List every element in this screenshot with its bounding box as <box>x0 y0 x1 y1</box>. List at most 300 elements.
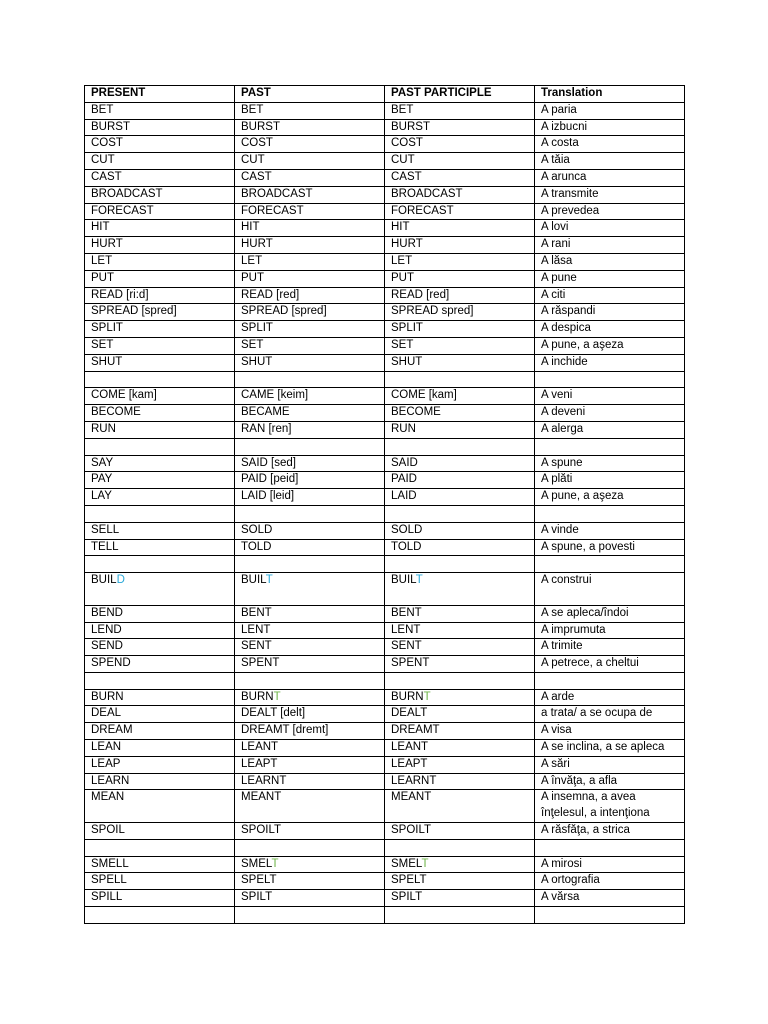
cell-past <box>235 505 385 522</box>
cell-present <box>85 169 235 186</box>
cell-past <box>235 706 385 723</box>
cell-translation <box>535 220 685 237</box>
cell-text: CAST <box>241 170 272 183</box>
table-row <box>85 472 685 489</box>
cell-past-participle <box>385 354 535 371</box>
cell-present <box>85 890 235 907</box>
cell-translation <box>535 136 685 153</box>
cell-text: BUIL <box>391 574 416 587</box>
cell-translation <box>535 371 685 388</box>
cell-text: SPENT <box>241 657 280 670</box>
cell-text: A citi <box>541 288 566 301</box>
cell-present <box>85 706 235 723</box>
cell-translation <box>535 455 685 472</box>
cell-text: A pune, a aşeza <box>541 338 624 351</box>
cell-past-participle <box>385 237 535 254</box>
cell-text: CAME [keim] <box>241 389 309 402</box>
cell-past-participle <box>385 672 535 689</box>
cell-text: DREAMT [dremt] <box>241 724 329 737</box>
cell-text: RUN <box>391 422 416 435</box>
cell-text: A construi <box>541 574 592 587</box>
cell-text: SPELT <box>241 874 277 887</box>
cell-past-participle <box>385 321 535 338</box>
cell-translation <box>535 773 685 790</box>
cell-text: A paria <box>541 103 577 116</box>
cell-past-participle <box>385 287 535 304</box>
cell-text: RUN <box>91 422 116 435</box>
cell-present <box>85 472 235 489</box>
cell-translation <box>535 556 685 573</box>
cell-text: SPREAD spred] <box>391 305 474 318</box>
cell-text: BURST <box>391 120 430 133</box>
cell-text: LAID [leid] <box>241 490 295 503</box>
cell-text: FORECAST <box>91 204 154 217</box>
cell-translation <box>535 706 685 723</box>
highlighted-suffix: T <box>271 857 279 870</box>
cell-text: COST <box>391 137 423 150</box>
cell-text: BROADCAST <box>391 187 463 200</box>
cell-present <box>85 421 235 438</box>
cell-past <box>235 823 385 840</box>
cell-present <box>85 337 235 354</box>
table-row <box>85 102 685 119</box>
cell-past <box>235 136 385 153</box>
cell-text: A transmite <box>541 187 599 200</box>
irregular-verbs-table <box>84 85 685 924</box>
cell-present <box>85 203 235 220</box>
cell-translation <box>535 890 685 907</box>
cell-text: DEALT <box>391 707 428 720</box>
cell-text: A deveni <box>541 406 586 419</box>
cell-present <box>85 287 235 304</box>
cell-text: CUT <box>391 154 415 167</box>
cell-past <box>235 639 385 656</box>
cell-present <box>85 605 235 622</box>
cell-text: A rani <box>541 238 571 251</box>
cell-past-participle <box>385 270 535 287</box>
cell-past-participle <box>385 539 535 556</box>
cell-text: A veni <box>541 389 573 402</box>
cell-text: A spune <box>541 456 583 469</box>
table-row <box>85 639 685 656</box>
cell-text: A visa <box>541 724 572 737</box>
cell-past <box>235 856 385 873</box>
cell-text: LEAP <box>91 757 121 770</box>
cell-text: BECOME <box>91 406 141 419</box>
cell-text: SOLD <box>241 523 273 536</box>
cell-past <box>235 573 385 606</box>
cell-past <box>235 153 385 170</box>
cell-past <box>235 740 385 757</box>
cell-text: BURST <box>241 120 280 133</box>
table-row <box>85 656 685 673</box>
table-row <box>85 354 685 371</box>
cell-present <box>85 270 235 287</box>
cell-text: LAID <box>391 490 417 503</box>
table-row <box>85 773 685 790</box>
cell-text: BENT <box>391 606 422 619</box>
cell-text: PAID <box>391 473 417 486</box>
cell-past <box>235 656 385 673</box>
cell-past <box>235 556 385 573</box>
cell-text: BET <box>391 103 414 116</box>
table-row <box>85 489 685 506</box>
table-row <box>85 505 685 522</box>
table-row <box>85 556 685 573</box>
cell-text: BECOME <box>391 406 441 419</box>
table-row <box>85 119 685 136</box>
table-row <box>85 539 685 556</box>
table-row <box>85 672 685 689</box>
cell-text: SPREAD [spred] <box>241 305 327 318</box>
table-row <box>85 169 685 186</box>
header-past-participle: PAST PARTICIPLE <box>385 86 535 103</box>
cell-present <box>85 573 235 606</box>
cell-text: BURN <box>91 690 124 703</box>
cell-past-participle <box>385 907 535 924</box>
cell-present <box>85 304 235 321</box>
cell-text: BURN <box>391 690 424 703</box>
cell-past-participle <box>385 455 535 472</box>
cell-past-participle <box>385 472 535 489</box>
cell-text: MEANT <box>391 791 432 804</box>
cell-translation <box>535 438 685 455</box>
cell-text: SPREAD [spred] <box>91 305 177 318</box>
cell-past-participle <box>385 573 535 606</box>
cell-translation <box>535 505 685 522</box>
cell-past-participle <box>385 873 535 890</box>
cell-text: SHUT <box>391 355 423 368</box>
cell-text: SAID <box>391 456 418 469</box>
table-row <box>85 237 685 254</box>
cell-text: MEAN <box>91 791 125 804</box>
cell-text: CUT <box>91 154 115 167</box>
cell-text: SPLIT <box>241 322 273 335</box>
cell-present <box>85 253 235 270</box>
cell-text: FORECAST <box>391 204 454 217</box>
cell-text: LENT <box>391 623 421 636</box>
cell-translation <box>535 823 685 840</box>
cell-text: BET <box>91 103 114 116</box>
cell-present <box>85 907 235 924</box>
cell-present <box>85 856 235 873</box>
cell-past-participle <box>385 438 535 455</box>
cell-text: SAY <box>91 456 114 469</box>
cell-text: BEND <box>91 606 123 619</box>
cell-translation <box>535 186 685 203</box>
cell-present <box>85 639 235 656</box>
cell-present <box>85 740 235 757</box>
table-row <box>85 856 685 873</box>
cell-text: BECAME <box>241 406 290 419</box>
cell-text: A răsfăţa, a strica <box>541 824 630 837</box>
cell-text: A izbucni <box>541 120 588 133</box>
table-row <box>85 823 685 840</box>
cell-text: A plăti <box>541 473 573 486</box>
cell-text: LENT <box>241 623 271 636</box>
cell-text: LEAN <box>91 741 122 754</box>
cell-text: CUT <box>241 154 265 167</box>
cell-text: PUT <box>241 271 264 284</box>
cell-text: SPOILT <box>391 824 432 837</box>
cell-past-participle <box>385 622 535 639</box>
cell-translation <box>535 472 685 489</box>
cell-text: COST <box>241 137 273 150</box>
cell-text: SHUT <box>91 355 123 368</box>
cell-translation <box>535 573 685 606</box>
cell-past <box>235 455 385 472</box>
table-row <box>85 136 685 153</box>
table-row <box>85 622 685 639</box>
cell-text: A ortografia <box>541 874 600 887</box>
cell-text: SPELL <box>91 874 127 887</box>
table-body <box>85 86 685 924</box>
cell-translation <box>535 270 685 287</box>
cell-past <box>235 337 385 354</box>
table-row <box>85 203 685 220</box>
table-row <box>85 405 685 422</box>
cell-present <box>85 823 235 840</box>
cell-text: TELL <box>91 540 119 553</box>
table-row <box>85 438 685 455</box>
cell-past <box>235 304 385 321</box>
cell-text: A alerga <box>541 422 584 435</box>
cell-translation <box>535 639 685 656</box>
cell-text: A prevedea <box>541 204 600 217</box>
cell-text: LEARNT <box>391 774 437 787</box>
cell-text: DEALT [delt] <box>241 707 306 720</box>
cell-text: FORECAST <box>241 204 304 217</box>
cell-text: A mirosi <box>541 857 582 870</box>
cell-translation <box>535 237 685 254</box>
highlighted-suffix: T <box>423 690 431 703</box>
cell-present <box>85 505 235 522</box>
cell-past <box>235 873 385 890</box>
cell-present <box>85 539 235 556</box>
cell-text: BUIL <box>91 574 117 587</box>
cell-text: A se apleca/îndoi <box>541 606 629 619</box>
cell-text: LEND <box>91 623 122 636</box>
cell-text: A sări <box>541 757 570 770</box>
cell-past-participle <box>385 337 535 354</box>
cell-translation <box>535 856 685 873</box>
cell-text: A pune, a aşeza <box>541 490 624 503</box>
highlighted-suffix: T <box>415 574 423 587</box>
cell-past <box>235 522 385 539</box>
table-row <box>85 388 685 405</box>
cell-translation <box>535 489 685 506</box>
table-row <box>85 740 685 757</box>
cell-present <box>85 522 235 539</box>
cell-text: RAN [ren] <box>241 422 292 435</box>
table-row <box>85 907 685 924</box>
cell-text: SPOIL <box>91 824 125 837</box>
cell-past-participle <box>385 220 535 237</box>
cell-past <box>235 186 385 203</box>
cell-present <box>85 371 235 388</box>
cell-present <box>85 220 235 237</box>
cell-text: PUT <box>91 271 114 284</box>
cell-past <box>235 689 385 706</box>
cell-translation <box>535 337 685 354</box>
cell-past <box>235 169 385 186</box>
cell-past <box>235 119 385 136</box>
cell-text: COME [kam] <box>91 389 157 402</box>
cell-past <box>235 405 385 422</box>
cell-present <box>85 438 235 455</box>
cell-text: SMELL <box>91 857 129 870</box>
cell-translation <box>535 405 685 422</box>
cell-text: HURT <box>391 238 423 251</box>
cell-text: READ [ri:d] <box>91 288 149 301</box>
cell-text: A pune <box>541 271 577 284</box>
cell-text: LET <box>241 254 263 267</box>
cell-translation <box>535 169 685 186</box>
cell-text: LET <box>391 254 413 267</box>
cell-text: HURT <box>91 238 123 251</box>
cell-past <box>235 354 385 371</box>
cell-text: A spune, a povesti <box>541 540 635 553</box>
cell-translation <box>535 622 685 639</box>
cell-text: READ [red] <box>241 288 300 301</box>
cell-text: CAST <box>391 170 422 183</box>
cell-present <box>85 388 235 405</box>
cell-past-participle <box>385 839 535 856</box>
cell-text: SENT <box>391 640 422 653</box>
cell-past <box>235 237 385 254</box>
cell-present <box>85 756 235 773</box>
table-row <box>85 723 685 740</box>
cell-past-participle <box>385 102 535 119</box>
cell-text: A costa <box>541 137 579 150</box>
cell-text: A despica <box>541 322 591 335</box>
cell-text: SPEND <box>91 657 131 670</box>
cell-text: BET <box>241 103 264 116</box>
cell-text: BUIL <box>241 574 266 587</box>
cell-past-participle <box>385 756 535 773</box>
cell-translation <box>535 522 685 539</box>
cell-past <box>235 890 385 907</box>
table-row <box>85 706 685 723</box>
cell-past-participle <box>385 169 535 186</box>
cell-text: LEAPT <box>241 757 278 770</box>
table-row <box>85 790 685 823</box>
cell-text: A arunca <box>541 170 587 183</box>
cell-translation <box>535 304 685 321</box>
cell-present <box>85 790 235 823</box>
cell-text: PUT <box>391 271 414 284</box>
cell-text: TOLD <box>391 540 422 553</box>
cell-past-participle <box>385 489 535 506</box>
cell-past <box>235 790 385 823</box>
cell-text: READ [red] <box>391 288 450 301</box>
cell-past <box>235 203 385 220</box>
table-row <box>85 573 685 606</box>
cell-present <box>85 321 235 338</box>
cell-past-participle <box>385 723 535 740</box>
cell-translation <box>535 740 685 757</box>
table-row <box>85 873 685 890</box>
cell-past <box>235 622 385 639</box>
cell-past <box>235 472 385 489</box>
cell-past-participle <box>385 656 535 673</box>
cell-translation <box>535 756 685 773</box>
cell-text: BENT <box>241 606 272 619</box>
cell-text: BURN <box>241 690 274 703</box>
cell-translation <box>535 102 685 119</box>
cell-past-participle <box>385 689 535 706</box>
cell-text: BROADCAST <box>91 187 163 200</box>
cell-past <box>235 253 385 270</box>
header-past: PAST <box>235 86 385 103</box>
cell-text: COST <box>91 137 123 150</box>
cell-text: HIT <box>241 221 260 234</box>
cell-text: BROADCAST <box>241 187 313 200</box>
table-row <box>85 304 685 321</box>
header-translation: Translation <box>535 86 685 103</box>
cell-translation <box>535 605 685 622</box>
cell-text: A tăia <box>541 154 570 167</box>
cell-present <box>85 622 235 639</box>
cell-text: SET <box>391 338 414 351</box>
cell-past <box>235 438 385 455</box>
highlighted-suffix: T <box>273 690 281 703</box>
cell-present <box>85 656 235 673</box>
cell-translation <box>535 153 685 170</box>
cell-text: A petrece, a cheltui <box>541 657 639 670</box>
cell-translation <box>535 287 685 304</box>
cell-past-participle <box>385 856 535 873</box>
cell-past-participle <box>385 790 535 823</box>
table-row <box>85 689 685 706</box>
cell-past <box>235 321 385 338</box>
cell-translation <box>535 689 685 706</box>
cell-past-participle <box>385 405 535 422</box>
cell-text: SPELT <box>391 874 427 887</box>
highlighted-suffix: D <box>116 574 125 587</box>
cell-past-participle <box>385 186 535 203</box>
cell-past <box>235 773 385 790</box>
cell-past-participle <box>385 890 535 907</box>
cell-text: PAID [peid] <box>241 473 299 486</box>
table-row <box>85 153 685 170</box>
cell-text: A se inclina, a se apleca <box>541 741 665 754</box>
cell-text: LEAPT <box>391 757 428 770</box>
table-row <box>85 321 685 338</box>
cell-text: A învăţa, a afla <box>541 774 618 787</box>
cell-text: A vinde <box>541 523 579 536</box>
cell-past-participle <box>385 371 535 388</box>
cell-past-participle <box>385 119 535 136</box>
cell-text: LEANT <box>241 741 279 754</box>
cell-text: A vărsa <box>541 891 580 904</box>
cell-present <box>85 773 235 790</box>
cell-text: PAY <box>91 473 113 486</box>
cell-past <box>235 388 385 405</box>
cell-past-participle <box>385 505 535 522</box>
cell-text: SPILT <box>241 891 273 904</box>
cell-present <box>85 405 235 422</box>
cell-translation <box>535 723 685 740</box>
cell-text: A inchide <box>541 355 588 368</box>
cell-past-participle <box>385 153 535 170</box>
cell-translation <box>535 321 685 338</box>
cell-translation <box>535 672 685 689</box>
table-row <box>85 220 685 237</box>
cell-present <box>85 556 235 573</box>
table-row <box>85 186 685 203</box>
cell-past <box>235 605 385 622</box>
